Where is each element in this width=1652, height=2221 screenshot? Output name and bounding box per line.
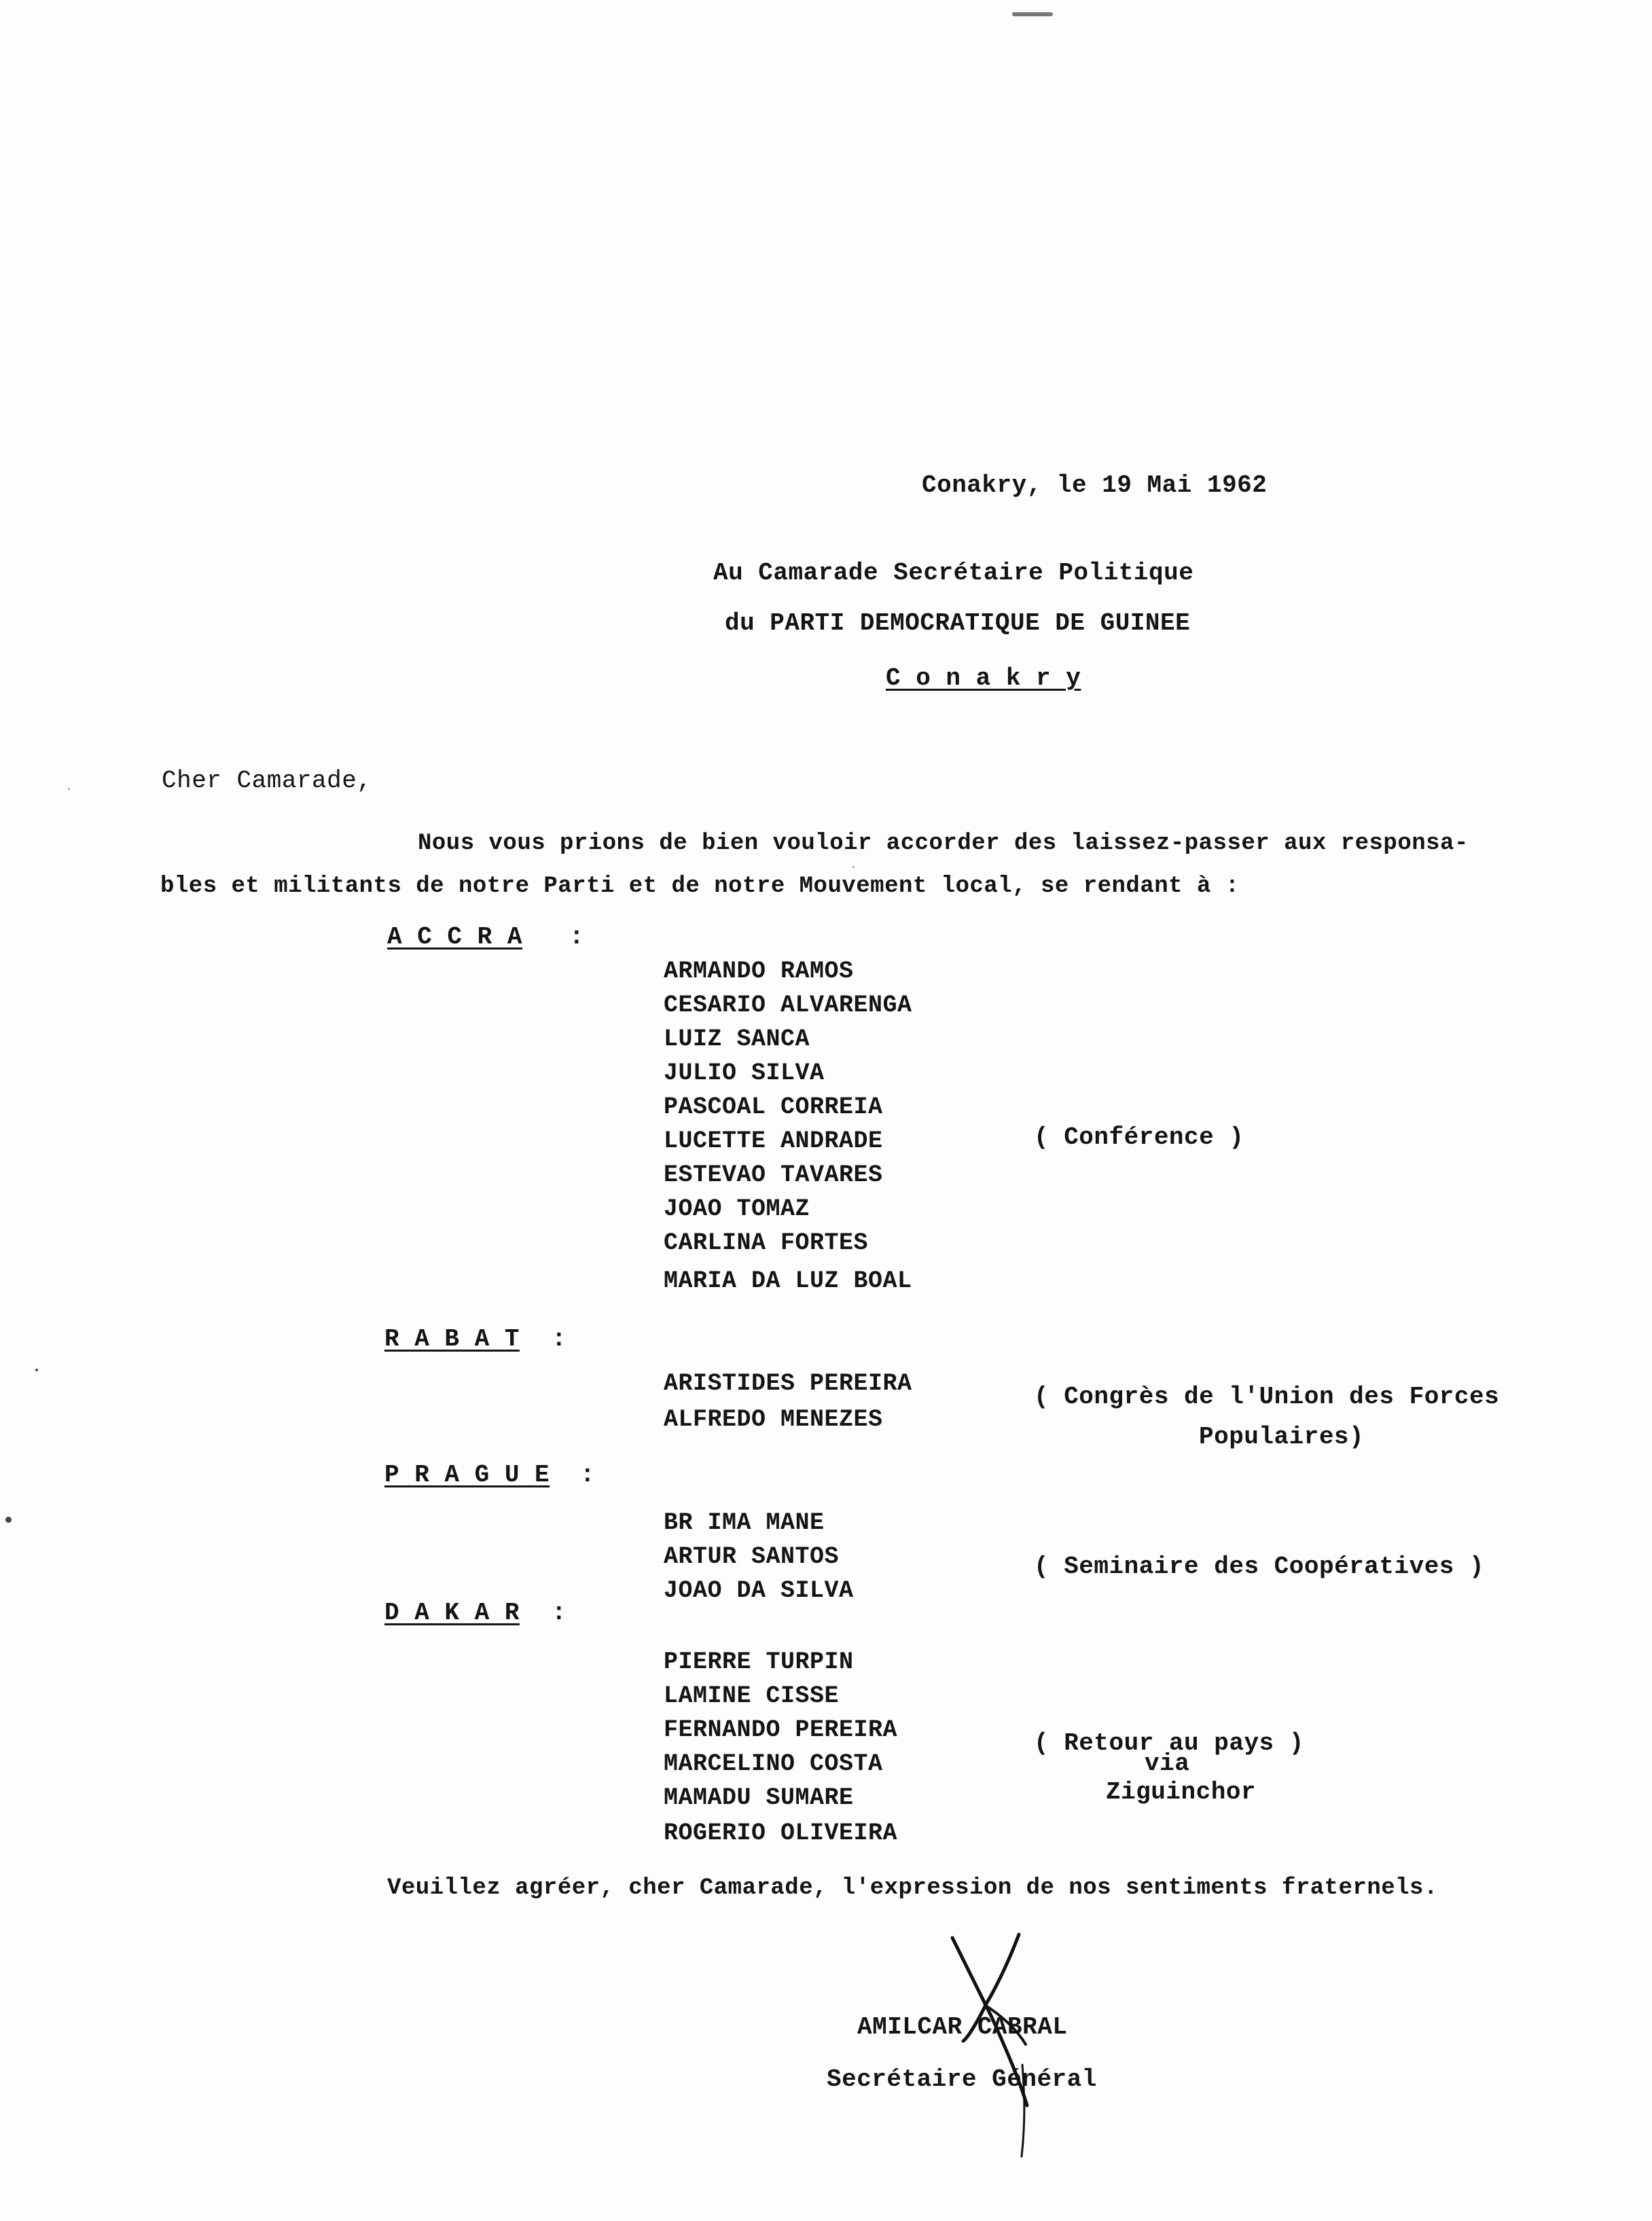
signatory-name: AMILCAR CABRAL <box>857 2013 1068 2041</box>
attendee-name: LAMINE CISSE <box>664 1682 840 1710</box>
recipient-line-2: du PARTI DEMOCRATIQUE DE GUINEE <box>725 609 1191 637</box>
destination-city-dakar: D A K A R <box>384 1599 520 1627</box>
attendee-name: LUIZ SANCA <box>664 1026 810 1053</box>
attendee-name: PASCOAL CORREIA <box>664 1094 883 1121</box>
destination-city-accra: A C C R A <box>387 923 522 951</box>
body-line-1: Nous vous prions de bien vouloir accorder des laissez-passer aux responsa- <box>418 831 1469 856</box>
signatory-title: Secrétaire Général <box>827 2065 1097 2093</box>
purpose-dakar-line-2: via <box>1145 1750 1190 1777</box>
attendee-name: CARLINA FORTES <box>664 1229 869 1257</box>
purpose-rabat-line-2: Populaires) <box>1199 1423 1365 1451</box>
scan-speck <box>35 1369 38 1371</box>
purpose-rabat-line-1: ( Congrès de l'Union des Forces <box>1034 1383 1500 1411</box>
attendee-name: MAMADU SUMARE <box>664 1784 854 1811</box>
attendee-name: ESTEVAO TAVARES <box>664 1161 883 1189</box>
closing-line: Veuillez agréer, cher Camarade, l'expression de nos sentiments fraternels. <box>387 1875 1438 1901</box>
purpose-accra: ( Conférence ) <box>1034 1123 1244 1151</box>
destination-colon: : <box>552 1325 567 1353</box>
attendee-name: BR IMA MANE <box>664 1509 825 1536</box>
scan-speck <box>5 1517 12 1523</box>
attendee-name: JULIO SILVA <box>664 1060 825 1087</box>
destination-city-prague: P R A G U E <box>384 1461 550 1489</box>
body-line-2: bles et militants de notre Parti et de notre Mouvement local, se rendant à : <box>160 873 1240 899</box>
recipient-line-1: Au Camarade Secrétaire Politique <box>713 559 1194 587</box>
purpose-dakar-line-1: ( Retour au pays ) <box>1034 1729 1304 1757</box>
attendee-name: MARCELINO COSTA <box>664 1750 883 1777</box>
salutation: Cher Camarade, <box>162 767 372 795</box>
attendee-name: PIERRE TURPIN <box>664 1648 854 1676</box>
destination-colon: : <box>580 1461 596 1489</box>
attendee-name: JOAO TOMAZ <box>664 1195 810 1223</box>
scan-speck <box>68 788 70 790</box>
attendee-name: ARTUR SANTOS <box>664 1543 840 1570</box>
attendee-name: ARMANDO RAMOS <box>664 958 854 985</box>
scan-speck <box>852 866 855 868</box>
destination-colon: : <box>569 923 585 951</box>
attendee-name: LUCETTE ANDRADE <box>664 1127 883 1155</box>
attendee-name: CESARIO ALVARENGA <box>664 992 912 1019</box>
destination-colon: : <box>552 1599 567 1627</box>
recipient-city: C o n a k r y <box>886 664 1081 692</box>
purpose-dakar-line-3: Ziguinchor <box>1106 1778 1257 1806</box>
attendee-name: MARIA DA LUZ BOAL <box>664 1267 912 1295</box>
destination-city-rabat: R A B A T <box>384 1325 520 1353</box>
scan-speck <box>1012 12 1053 16</box>
attendee-name: ROGERIO OLIVEIRA <box>664 1820 898 1847</box>
attendee-name: ARISTIDES PEREIRA <box>664 1370 912 1397</box>
place-date: Conakry, le 19 Mai 1962 <box>922 471 1268 499</box>
purpose-prague: ( Seminaire des Coopératives ) <box>1034 1553 1485 1581</box>
attendee-name: ALFREDO MENEZES <box>664 1406 883 1433</box>
attendee-name: FERNANDO PEREIRA <box>664 1716 898 1744</box>
attendee-name: JOAO DA SILVA <box>664 1577 854 1604</box>
